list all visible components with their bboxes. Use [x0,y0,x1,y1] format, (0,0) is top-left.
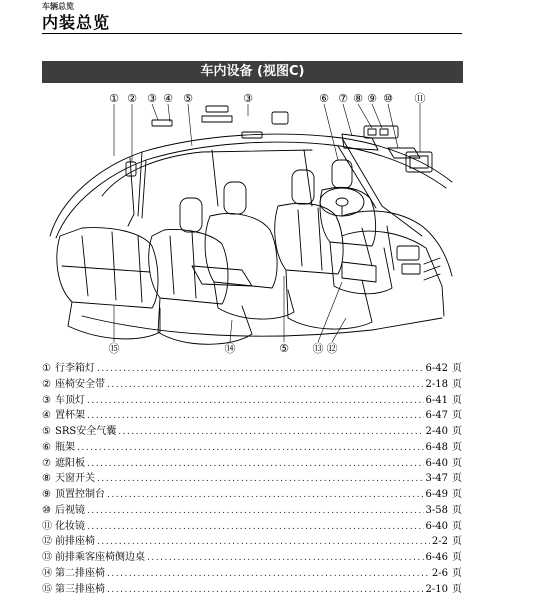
toc-label: 第三排座椅 [55,583,105,595]
callout-15: ⑮ [108,342,120,355]
toc-number: ⑧ [42,473,51,485]
toc-unit: 页 [452,363,462,374]
list-item [42,456,462,472]
callout-5b: ⑤ [279,342,289,355]
toc-unit: 页 [452,473,462,485]
toc-unit: 页 [452,520,462,532]
list-item [42,440,462,456]
toc-label: 瓶架 [55,441,75,453]
toc-page: 6-47 [425,410,448,422]
callout-2: ② [127,92,137,105]
toc-unit: 页 [452,552,462,563]
list-item [42,471,462,487]
toc-page: 3-58 [425,504,448,516]
section-banner: 车内设备 (视图C) [42,61,463,83]
list-item [42,550,462,566]
toc-number: ⑨ [42,489,51,500]
toc-leader [87,520,424,536]
list-item [42,408,462,424]
list-item [42,377,462,393]
toc-label: 化妆镜 [55,520,85,532]
toc-number: ⑬ [42,552,52,563]
toc-leader [107,378,424,394]
toc-leader [97,535,430,551]
toc-number: ① [42,363,51,374]
toc-unit: 页 [452,378,462,390]
toc-page: 2-6 [431,567,448,579]
callout-4: ④ [163,92,173,105]
toc-leader [97,362,424,378]
list-item [42,503,462,519]
toc-page: 6-41 [425,394,448,406]
header-rule [42,33,462,34]
toc-leader [87,394,424,410]
toc-unit: 页 [452,489,462,500]
callout-3: ③ [147,92,157,105]
toc-leader [77,441,424,457]
callout-7: ⑦ [338,92,348,105]
toc-number: ⑪ [42,520,52,532]
toc-page: 2-40 [425,426,448,437]
toc-number: ⑦ [42,457,51,469]
toc-page: 6-42 [425,363,448,374]
toc-label: 行李箱灯 [55,363,95,374]
callout-1: ① [109,92,119,105]
list-item [42,424,462,440]
toc-unit: 页 [452,394,462,406]
toc-page: 2-10 [425,583,448,595]
toc-label: SRS安全气囊 [55,426,117,437]
list-item [42,393,462,409]
list-item [42,361,462,377]
callout-9: ⑨ [367,92,377,105]
toc-unit: 页 [452,504,462,516]
toc-number: ⑥ [42,441,51,453]
list-item [42,566,462,582]
callout-5: ⑤ [183,92,193,105]
toc-label: 前排座椅 [55,536,95,548]
toc-label: 后视镜 [55,504,85,516]
callout-14: ⑭ [224,342,236,355]
toc-page: 6-40 [425,520,448,532]
toc-leader [147,551,424,567]
callout-3b: ③ [243,92,253,105]
toc-page: 2-2 [431,536,448,548]
toc-page: 6-40 [425,457,448,469]
toc-number: ⑮ [42,583,52,595]
page-title: 内装总览 [42,13,111,32]
callout-6: ⑥ [319,92,329,105]
toc-number: ⑩ [42,504,51,516]
toc-page: 6-49 [425,489,448,500]
toc-unit: 页 [452,457,462,469]
toc-leader [87,457,424,473]
callout-13: ⑬ [312,342,324,355]
toc-leader [107,583,424,599]
toc-number: ④ [42,410,51,422]
toc-unit: 页 [452,583,462,595]
toc-label: 第二排座椅 [55,567,105,579]
toc-leader [118,425,423,441]
toc-number: ② [42,378,51,390]
toc-label: 遮阳板 [55,457,85,469]
toc-label: 前排乘客座椅侧边桌 [55,552,145,563]
toc-label: 天窗开关 [55,473,95,485]
toc-number: ⑫ [42,536,52,548]
list-item [42,519,462,535]
toc-page: 6-46 [425,552,448,563]
toc-label: 车顶灯 [55,394,85,406]
toc-unit: 页 [452,410,462,422]
callout-10: ⑩ [383,92,393,105]
list-item [42,534,462,550]
list-item [42,487,462,503]
list-item [42,582,462,598]
toc-number: ⑤ [42,426,51,437]
toc-label: 座椅安全带 [55,378,105,390]
toc-unit: 页 [452,426,462,437]
toc-page: 3-47 [425,473,448,485]
toc-label: 置杯架 [55,410,85,422]
toc-unit: 页 [452,536,462,548]
toc-unit: 页 [452,441,462,453]
toc-unit: 页 [452,567,462,579]
toc-number: ③ [42,394,51,406]
toc-leader [87,409,424,425]
toc-leader [87,504,424,520]
toc-leader [97,472,424,488]
toc-list [42,361,462,597]
toc-page: 6-48 [425,441,448,453]
toc-leader [107,567,430,583]
breadcrumb: 车辆总览 [42,2,74,11]
toc-page: 2-18 [425,378,448,390]
interior-illustration [42,86,463,358]
toc-leader [107,488,424,504]
toc-label: 顶置控制台 [55,489,105,500]
callout-12: ⑫ [326,342,338,355]
toc-number: ⑭ [42,567,52,579]
callout-8: ⑧ [353,92,363,105]
callout-11: ⑪ [414,92,426,105]
